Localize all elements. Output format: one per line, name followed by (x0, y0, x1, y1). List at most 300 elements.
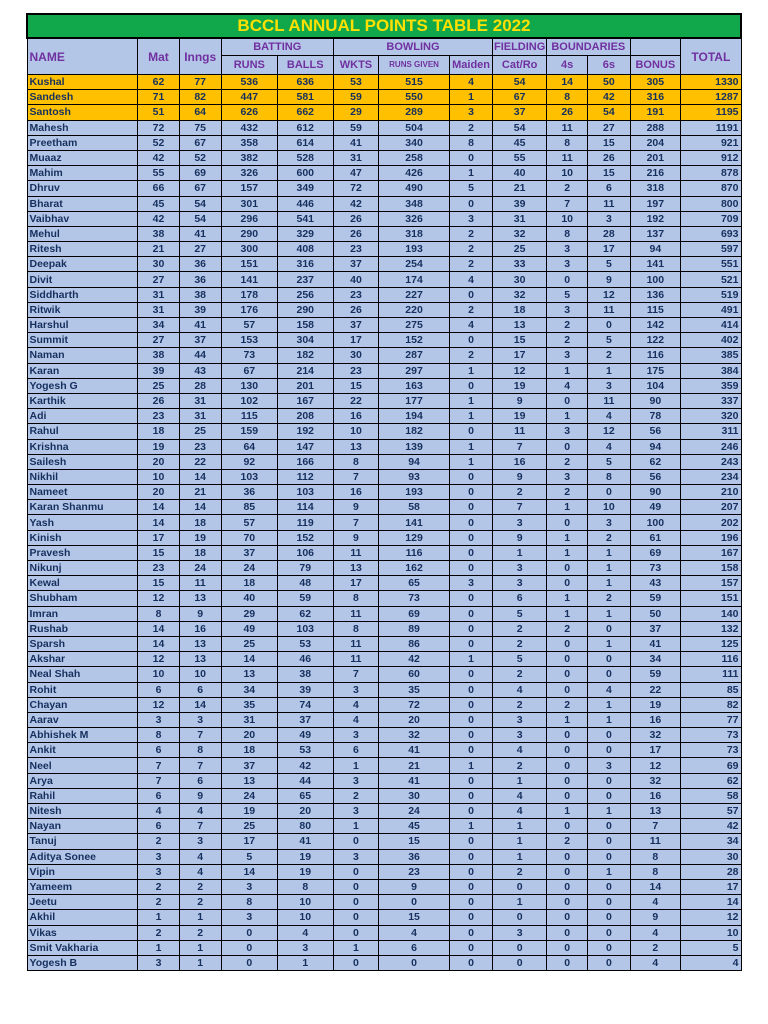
cell-catro: 5 (493, 606, 547, 621)
cell-bonus: 37 (630, 621, 681, 636)
cell-fours: 0 (547, 743, 588, 758)
table-row (27, 910, 741, 925)
cell-sixes: 0 (588, 910, 630, 925)
table-row (27, 940, 741, 955)
cell-total: 385 (681, 348, 741, 363)
cell-catro: 1 (493, 545, 547, 560)
cell-wkts: 47 (333, 166, 378, 181)
cell-balls: 304 (277, 333, 333, 348)
cell-inngs: 44 (179, 348, 221, 363)
cell-inngs: 82 (179, 90, 221, 105)
cell-name: Dhruv (27, 181, 138, 196)
header-bowling: BOWLING (333, 38, 492, 56)
cell-wkts: 29 (333, 105, 378, 120)
cell-bonus: 316 (630, 90, 681, 105)
cell-wkts: 13 (333, 439, 378, 454)
cell-sixes: 1 (588, 636, 630, 651)
cell-maiden: 3 (449, 105, 492, 120)
cell-sixes: 0 (588, 728, 630, 743)
cell-inngs: 37 (179, 333, 221, 348)
cell-name: Yash (27, 515, 138, 530)
cell-runs-given: 490 (379, 181, 450, 196)
cell-total: 597 (681, 242, 741, 257)
cell-bonus: 59 (630, 591, 681, 606)
cell-wkts: 30 (333, 348, 378, 363)
cell-wkts: 8 (333, 454, 378, 469)
cell-catro: 11 (493, 424, 547, 439)
cell-total: 151 (681, 591, 741, 606)
cell-fours: 0 (547, 788, 588, 803)
cell-total: 73 (681, 728, 741, 743)
cell-inngs: 7 (179, 758, 221, 773)
table-row (27, 788, 741, 803)
cell-wkts: 8 (333, 621, 378, 636)
table-row (27, 606, 741, 621)
cell-maiden: 0 (449, 682, 492, 697)
cell-maiden: 1 (449, 454, 492, 469)
cell-runs-given: 35 (379, 682, 450, 697)
cell-sixes: 0 (588, 940, 630, 955)
cell-wkts: 7 (333, 667, 378, 682)
cell-name: Rushab (27, 621, 138, 636)
table-row (27, 150, 741, 165)
cell-bonus: 115 (630, 302, 681, 317)
cell-name: Vipin (27, 864, 138, 879)
cell-runs: 432 (221, 120, 277, 135)
cell-fours: 1 (547, 606, 588, 621)
table-row (27, 849, 741, 864)
cell-runs-given: 152 (379, 333, 450, 348)
cell-sixes: 9 (588, 272, 630, 287)
cell-runs: 17 (221, 834, 277, 849)
table-row (27, 485, 741, 500)
cell-runs: 115 (221, 409, 277, 424)
cell-catro: 1 (493, 773, 547, 788)
cell-fours: 3 (547, 257, 588, 272)
cell-runs-given: 141 (379, 515, 450, 530)
cell-bonus: 56 (630, 469, 681, 484)
table-row (27, 819, 741, 834)
cell-name: Harshul (27, 318, 138, 333)
cell-runs: 178 (221, 287, 277, 302)
cell-balls: 37 (277, 712, 333, 727)
cell-balls: 201 (277, 378, 333, 393)
cell-runs-given: 36 (379, 849, 450, 864)
cell-inngs: 36 (179, 257, 221, 272)
table-row (27, 955, 741, 970)
cell-mat: 15 (138, 576, 179, 591)
cell-total: 58 (681, 788, 741, 803)
cell-balls: 600 (277, 166, 333, 181)
cell-runs-given: 258 (379, 150, 450, 165)
cell-runs: 0 (221, 925, 277, 940)
cell-bonus: 61 (630, 530, 681, 545)
points-table (26, 13, 742, 971)
cell-sixes: 1 (588, 697, 630, 712)
cell-sixes: 1 (588, 804, 630, 819)
cell-maiden: 3 (449, 211, 492, 226)
cell-balls: 41 (277, 834, 333, 849)
cell-bonus: 104 (630, 378, 681, 393)
cell-runs: 20 (221, 728, 277, 743)
table-row (27, 636, 741, 651)
cell-maiden: 0 (449, 834, 492, 849)
cell-catro: 4 (493, 743, 547, 758)
cell-fours: 1 (547, 363, 588, 378)
cell-fours: 0 (547, 667, 588, 682)
cell-catro: 2 (493, 864, 547, 879)
cell-mat: 8 (138, 728, 179, 743)
cell-fours: 0 (547, 393, 588, 408)
table-row (27, 576, 741, 591)
cell-fours: 3 (547, 424, 588, 439)
cell-wkts: 15 (333, 378, 378, 393)
cell-runs: 102 (221, 393, 277, 408)
cell-catro: 67 (493, 90, 547, 105)
cell-fours: 0 (547, 925, 588, 940)
cell-runs: 159 (221, 424, 277, 439)
cell-mat: 3 (138, 849, 179, 864)
cell-mat: 51 (138, 105, 179, 120)
cell-mat: 2 (138, 879, 179, 894)
cell-runs: 358 (221, 135, 277, 150)
cell-wkts: 59 (333, 120, 378, 135)
cell-inngs: 18 (179, 515, 221, 530)
cell-wkts: 11 (333, 652, 378, 667)
cell-catro: 1 (493, 849, 547, 864)
cell-bonus: 32 (630, 773, 681, 788)
cell-runs-given: 550 (379, 90, 450, 105)
table-row (27, 287, 741, 302)
cell-bonus: 19 (630, 697, 681, 712)
cell-catro: 15 (493, 333, 547, 348)
cell-wkts: 17 (333, 333, 378, 348)
cell-mat: 7 (138, 758, 179, 773)
table-row (27, 318, 741, 333)
cell-balls: 290 (277, 302, 333, 317)
cell-total: 402 (681, 333, 741, 348)
cell-sixes: 2 (588, 530, 630, 545)
cell-runs-given: 177 (379, 393, 450, 408)
cell-balls: 3 (277, 940, 333, 955)
cell-runs: 24 (221, 561, 277, 576)
cell-runs-given: 89 (379, 621, 450, 636)
cell-mat: 1 (138, 910, 179, 925)
cell-sixes: 0 (588, 485, 630, 500)
cell-total: 132 (681, 621, 741, 636)
cell-fours: 2 (547, 333, 588, 348)
cell-runs-given: 20 (379, 712, 450, 727)
cell-fours: 3 (547, 302, 588, 317)
cell-fours: 7 (547, 196, 588, 211)
cell-bonus: 9 (630, 910, 681, 925)
cell-sixes: 0 (588, 667, 630, 682)
cell-catro: 0 (493, 955, 547, 970)
cell-runs-given: 0 (379, 895, 450, 910)
cell-maiden: 4 (449, 75, 492, 90)
cell-inngs: 75 (179, 120, 221, 135)
cell-total: 34 (681, 834, 741, 849)
cell-sixes: 4 (588, 409, 630, 424)
cell-name: Nitesh (27, 804, 138, 819)
cell-wkts: 3 (333, 773, 378, 788)
table-row (27, 652, 741, 667)
cell-inngs: 43 (179, 363, 221, 378)
cell-wkts: 16 (333, 485, 378, 500)
cell-runs-given: 30 (379, 788, 450, 803)
cell-mat: 6 (138, 819, 179, 834)
cell-runs-given: 45 (379, 819, 450, 834)
cell-wkts: 11 (333, 606, 378, 621)
cell-runs: 382 (221, 150, 277, 165)
cell-runs: 92 (221, 454, 277, 469)
cell-catro: 5 (493, 652, 547, 667)
cell-sixes: 10 (588, 500, 630, 515)
cell-mat: 12 (138, 697, 179, 712)
cell-maiden: 2 (449, 120, 492, 135)
cell-wkts: 10 (333, 424, 378, 439)
cell-sixes: 0 (588, 879, 630, 894)
cell-inngs: 67 (179, 181, 221, 196)
cell-runs: 37 (221, 545, 277, 560)
cell-runs: 176 (221, 302, 277, 317)
cell-total: 1330 (681, 75, 741, 90)
cell-bonus: 16 (630, 788, 681, 803)
cell-maiden: 0 (449, 196, 492, 211)
cell-bonus: 13 (630, 804, 681, 819)
cell-balls: 541 (277, 211, 333, 226)
cell-inngs: 9 (179, 788, 221, 803)
cell-runs: 85 (221, 500, 277, 515)
cell-name: Muaaz (27, 150, 138, 165)
cell-wkts: 3 (333, 804, 378, 819)
cell-fours: 3 (547, 242, 588, 257)
cell-runs: 301 (221, 196, 277, 211)
cell-sixes: 17 (588, 242, 630, 257)
cell-total: 878 (681, 166, 741, 181)
cell-runs-given: 275 (379, 318, 450, 333)
cell-fours: 4 (547, 378, 588, 393)
cell-sixes: 3 (588, 515, 630, 530)
cell-fours: 0 (547, 728, 588, 743)
cell-inngs: 14 (179, 500, 221, 515)
cell-name: Karthik (27, 393, 138, 408)
cell-fours: 2 (547, 697, 588, 712)
header-maiden: Maiden (449, 56, 492, 75)
cell-catro: 3 (493, 561, 547, 576)
cell-total: 10 (681, 925, 741, 940)
cell-fours: 0 (547, 879, 588, 894)
cell-wkts: 0 (333, 925, 378, 940)
cell-fours: 0 (547, 864, 588, 879)
cell-total: 14 (681, 895, 741, 910)
cell-catro: 40 (493, 166, 547, 181)
cell-catro: 13 (493, 318, 547, 333)
cell-bonus: 94 (630, 242, 681, 257)
cell-inngs: 23 (179, 439, 221, 454)
cell-catro: 32 (493, 287, 547, 302)
cell-total: 311 (681, 424, 741, 439)
table-row (27, 181, 741, 196)
table-title: BCCL ANNUAL POINTS TABLE 2022 (27, 14, 741, 38)
cell-inngs: 21 (179, 485, 221, 500)
cell-maiden: 1 (449, 363, 492, 378)
cell-catro: 2 (493, 621, 547, 636)
cell-name: Rohit (27, 682, 138, 697)
header-wkts: WKTS (333, 56, 378, 75)
cell-mat: 52 (138, 135, 179, 150)
cell-sixes: 1 (588, 606, 630, 621)
cell-balls: 114 (277, 500, 333, 515)
cell-catro: 17 (493, 348, 547, 363)
cell-bonus: 50 (630, 606, 681, 621)
cell-name: Bharat (27, 196, 138, 211)
cell-catro: 4 (493, 788, 547, 803)
cell-runs: 57 (221, 318, 277, 333)
cell-bonus: 94 (630, 439, 681, 454)
cell-total: 158 (681, 561, 741, 576)
cell-inngs: 10 (179, 667, 221, 682)
cell-bonus: 305 (630, 75, 681, 90)
cell-balls: 119 (277, 515, 333, 530)
header-catro: Cat/Ro (493, 56, 547, 75)
cell-name: Sandesh (27, 90, 138, 105)
cell-balls: 65 (277, 788, 333, 803)
cell-sixes: 0 (588, 652, 630, 667)
cell-total: 30 (681, 849, 741, 864)
cell-balls: 662 (277, 105, 333, 120)
cell-maiden: 0 (449, 287, 492, 302)
cell-balls: 612 (277, 120, 333, 135)
cell-catro: 1 (493, 819, 547, 834)
cell-bonus: 192 (630, 211, 681, 226)
table-row (27, 135, 741, 150)
cell-bonus: 137 (630, 226, 681, 241)
table-row (27, 196, 741, 211)
cell-mat: 27 (138, 272, 179, 287)
cell-runs-given: 254 (379, 257, 450, 272)
cell-runs: 0 (221, 955, 277, 970)
table-row (27, 424, 741, 439)
cell-fours: 0 (547, 819, 588, 834)
cell-maiden: 0 (449, 530, 492, 545)
cell-name: Rahul (27, 424, 138, 439)
cell-name: Kinish (27, 530, 138, 545)
cell-runs-given: 163 (379, 378, 450, 393)
cell-sixes: 5 (588, 454, 630, 469)
cell-mat: 39 (138, 363, 179, 378)
cell-fours: 0 (547, 576, 588, 591)
cell-maiden: 4 (449, 318, 492, 333)
cell-inngs: 4 (179, 864, 221, 879)
cell-maiden: 2 (449, 242, 492, 257)
cell-total: 57 (681, 804, 741, 819)
cell-name: Siddharth (27, 287, 138, 302)
table-row (27, 834, 741, 849)
cell-name: Summit (27, 333, 138, 348)
cell-runs-given: 41 (379, 773, 450, 788)
cell-sixes: 1 (588, 561, 630, 576)
cell-catro: 16 (493, 454, 547, 469)
cell-runs: 37 (221, 758, 277, 773)
cell-total: 5 (681, 940, 741, 955)
cell-runs-given: 73 (379, 591, 450, 606)
cell-wkts: 42 (333, 196, 378, 211)
cell-balls: 8 (277, 879, 333, 894)
cell-fours: 10 (547, 211, 588, 226)
cell-balls: 112 (277, 469, 333, 484)
cell-wkts: 9 (333, 500, 378, 515)
cell-runs: 300 (221, 242, 277, 257)
cell-maiden: 0 (449, 469, 492, 484)
cell-balls: 42 (277, 758, 333, 773)
table-row (27, 257, 741, 272)
cell-inngs: 2 (179, 895, 221, 910)
table-row (27, 226, 741, 241)
cell-catro: 19 (493, 378, 547, 393)
cell-fours: 2 (547, 181, 588, 196)
cell-balls: 19 (277, 849, 333, 864)
cell-runs: 14 (221, 652, 277, 667)
cell-balls: 49 (277, 728, 333, 743)
cell-runs: 157 (221, 181, 277, 196)
cell-runs-given: 515 (379, 75, 450, 90)
cell-name: Abhishek M (27, 728, 138, 743)
cell-runs: 73 (221, 348, 277, 363)
cell-runs: 29 (221, 606, 277, 621)
cell-inngs: 11 (179, 576, 221, 591)
cell-runs: 447 (221, 90, 277, 105)
cell-balls: 1 (277, 955, 333, 970)
cell-inngs: 36 (179, 272, 221, 287)
cell-maiden: 1 (449, 166, 492, 181)
cell-runs-given: 340 (379, 135, 450, 150)
cell-catro: 4 (493, 804, 547, 819)
cell-name: Mehul (27, 226, 138, 241)
cell-sixes: 15 (588, 135, 630, 150)
cell-runs: 35 (221, 697, 277, 712)
cell-name: Aarav (27, 712, 138, 727)
cell-maiden: 1 (449, 758, 492, 773)
cell-mat: 8 (138, 606, 179, 621)
cell-runs: 25 (221, 819, 277, 834)
cell-catro: 3 (493, 712, 547, 727)
cell-sixes: 0 (588, 895, 630, 910)
cell-bonus: 4 (630, 895, 681, 910)
cell-runs: 103 (221, 469, 277, 484)
table-row (27, 90, 741, 105)
cell-name: Vaibhav (27, 211, 138, 226)
cell-name: Ritesh (27, 242, 138, 257)
cell-name: Chayan (27, 697, 138, 712)
cell-balls: 79 (277, 561, 333, 576)
cell-runs-given: 174 (379, 272, 450, 287)
cell-runs-given: 65 (379, 576, 450, 591)
cell-inngs: 27 (179, 242, 221, 257)
cell-sixes: 26 (588, 150, 630, 165)
cell-inngs: 6 (179, 682, 221, 697)
cell-name: Nikhil (27, 469, 138, 484)
cell-catro: 9 (493, 530, 547, 545)
header-boundaries: BOUNDARIES (547, 38, 630, 56)
cell-total: 202 (681, 515, 741, 530)
cell-mat: 38 (138, 226, 179, 241)
cell-catro: 32 (493, 226, 547, 241)
header-total: TOTAL (681, 38, 741, 75)
cell-mat: 55 (138, 166, 179, 181)
cell-bonus: 17 (630, 743, 681, 758)
cell-total: 1191 (681, 120, 741, 135)
